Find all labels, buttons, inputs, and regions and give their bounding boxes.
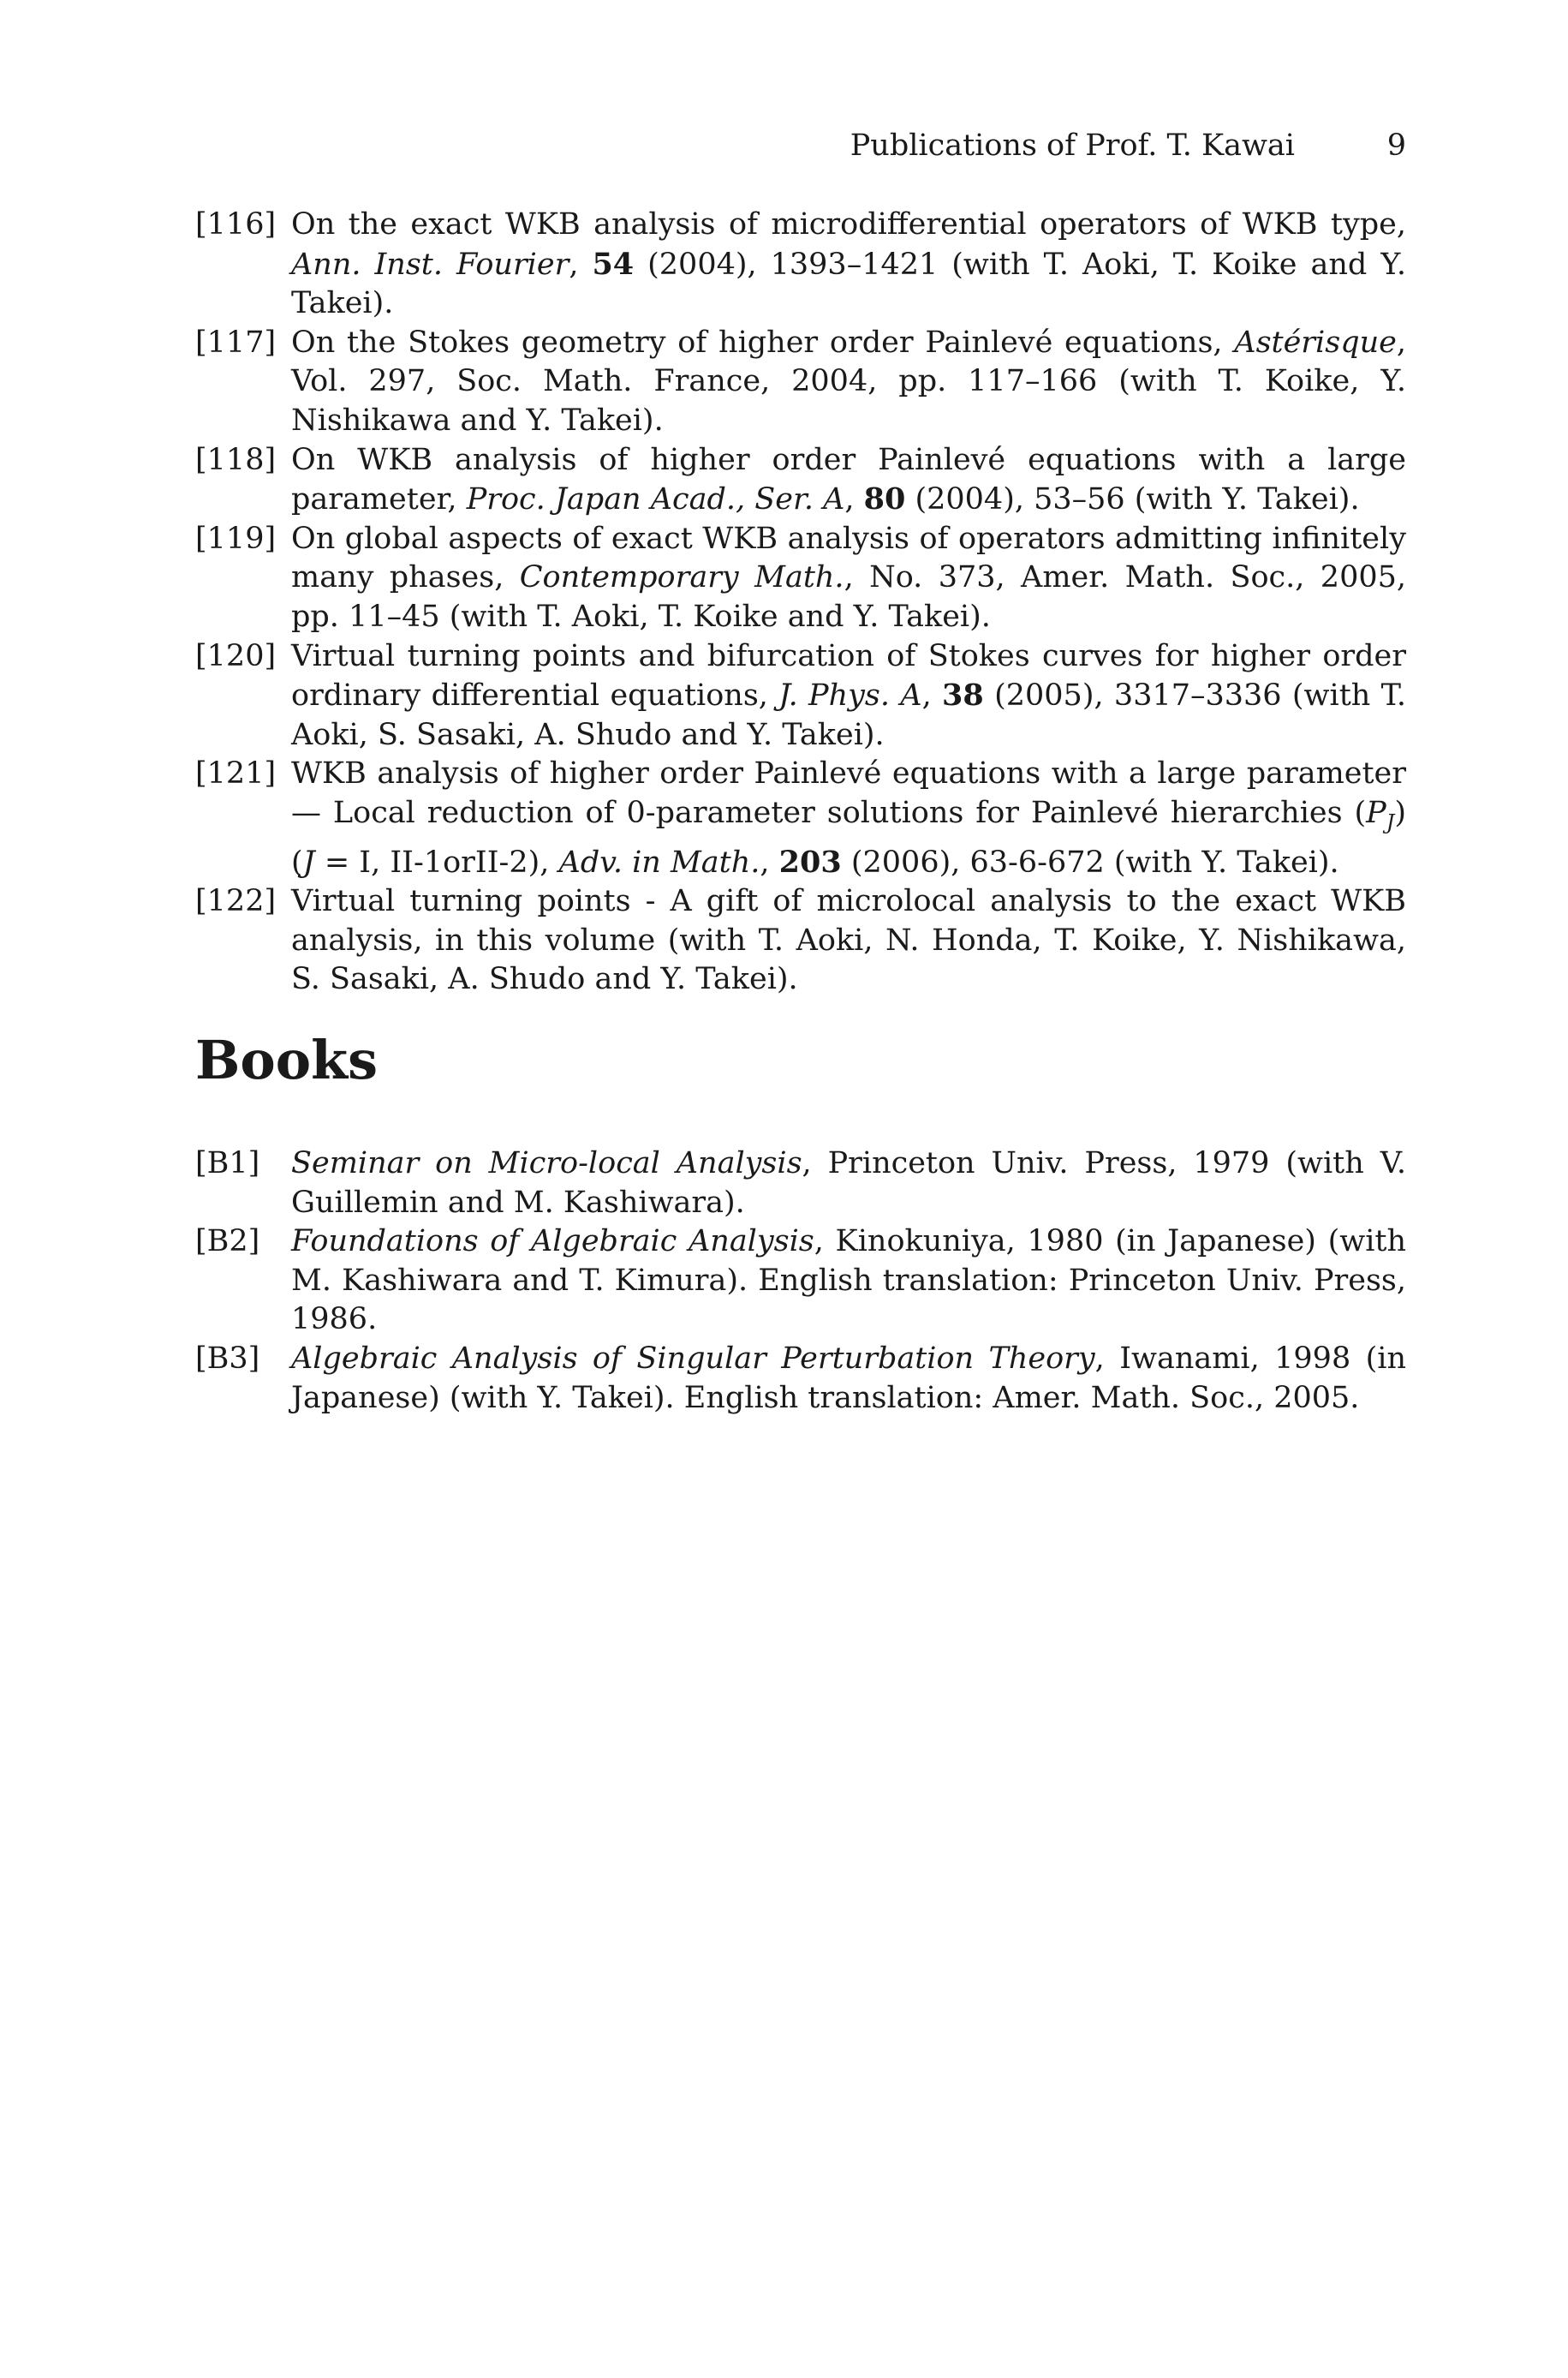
reference-text xyxy=(291,1340,1406,1418)
text-run: Seminar on Micro-local Analysis xyxy=(291,1146,802,1180)
page-number: 9 xyxy=(1386,128,1406,163)
publication-entry xyxy=(195,206,1406,324)
text-run: (2004), 53–56 (with Y. Takei). xyxy=(905,482,1360,517)
publication-entry xyxy=(195,441,1406,520)
text-run: Virtual turning points and bifurcation of Stokes curves for higher order ordinary differential equations, xyxy=(291,638,1406,714)
text-run: , xyxy=(844,482,864,517)
text-run: On the Stokes geometry of higher order Painlevé equations, xyxy=(291,325,1235,360)
reference-number: [120] xyxy=(195,638,277,673)
publication-entry xyxy=(195,882,1406,1000)
text-run: Ann. Inst. Fourier xyxy=(291,247,569,282)
text-run: (2006), 63-6-672 (with Y. Takei). xyxy=(841,845,1339,880)
text-run: , Iwanami, 1998 (in Japanese) (with Y. Takei). English translation: Amer. Math. Soc., 2005. xyxy=(291,1341,1406,1415)
text-run: , Vol. 297, Soc. Math. France, 2004, pp. 117–166 (with T. Koike, Y. Nishikawa and Y. Takei). xyxy=(291,325,1406,438)
text-run: Virtual turning points - A gift of microlocal analysis to the exact WKB analysis, in this volume (with T. Aoki, N. Honda, T. Koike, Y. Nishikawa, S. Sasaki, A. Shudo and Y. Takei). xyxy=(291,884,1406,997)
reference-text xyxy=(291,441,1406,520)
reference-number: [117] xyxy=(195,325,277,360)
text-run: , No. 373, Amer. Math. Soc., 2005, pp. 11–45 (with T. Aoki, T. Koike and Y. Takei). xyxy=(291,560,1406,634)
book-entry xyxy=(195,1222,1406,1340)
reference-text xyxy=(291,520,1406,637)
text-run: Algebraic Analysis of Singular Perturbation Theory xyxy=(291,1341,1095,1376)
publication-entry xyxy=(195,324,1406,441)
text-run: 80 xyxy=(863,481,906,517)
text-run: P xyxy=(1366,795,1386,830)
reference-text xyxy=(291,1222,1406,1340)
text-run: , xyxy=(760,845,779,880)
text-run: , xyxy=(921,678,943,714)
reference-text xyxy=(291,637,1406,756)
text-run: WKB analysis of higher order Painlevé equations with a large parameter — Local reduction of 0-parameter solutions for Painlevé hierarchies ( xyxy=(291,756,1406,830)
text-run: 38 xyxy=(942,678,984,714)
header-title: Publications of Prof. T. Kawai xyxy=(850,128,1295,163)
reference-number: [B3] xyxy=(195,1341,260,1376)
books-heading: Books xyxy=(195,1029,378,1091)
text-run: (2004), 1393–1421 (with T. Aoki, T. Koike and Y. Takei). xyxy=(291,247,1406,321)
text-run: On WKB analysis of higher order Painlevé equations with a large parameter, xyxy=(291,442,1406,517)
text-run: , xyxy=(569,247,593,282)
reference-number: [116] xyxy=(195,207,277,242)
reference-number: [118] xyxy=(195,442,277,477)
text-run: On the exact WKB analysis of microdifferential operators of WKB type, xyxy=(291,207,1406,242)
text-run: Adv. in Math. xyxy=(558,845,760,880)
running-header xyxy=(195,128,1406,170)
text-run: , Princeton Univ. Press, 1979 (with V. Guillemin and M. Kashiwara). xyxy=(291,1146,1406,1220)
reference-text xyxy=(291,1144,1406,1222)
text-run: 203 xyxy=(778,844,842,880)
text-run: , Kinokuniya, 1980 (in Japanese) (with M. Kashiwara and T. Kimura). English translation: Princeton Univ. Press, 1986. xyxy=(291,1224,1407,1337)
text-run: ) ( xyxy=(291,795,1406,880)
reference-text xyxy=(291,882,1406,1000)
reference-text xyxy=(291,324,1406,441)
reference-number: [B1] xyxy=(195,1146,260,1180)
text-run: J xyxy=(1386,810,1395,834)
text-run: (2005), 3317–3336 (with T. Aoki, S. Sasaki, A. Shudo and Y. Takei). xyxy=(291,678,1406,752)
reference-number: [B2] xyxy=(195,1224,260,1259)
publication-list xyxy=(195,206,1406,1000)
text-run: 54 xyxy=(592,246,635,282)
book-entry xyxy=(195,1340,1406,1418)
text-run: Proc. Japan Acad., Ser. A xyxy=(466,482,845,517)
text-run: Astérisque xyxy=(1234,325,1397,360)
reference-number: [121] xyxy=(195,756,277,792)
reference-number: [122] xyxy=(195,884,277,919)
reference-number: [119] xyxy=(195,521,277,556)
text-run: Foundations of Algebraic Analysis xyxy=(291,1224,814,1259)
reference-text xyxy=(291,755,1406,882)
text-run: = I, II-1orII-2), xyxy=(314,845,559,880)
text-run: Contemporary Math. xyxy=(519,560,844,595)
book-list xyxy=(195,1144,1406,1418)
publication-entry xyxy=(195,637,1406,756)
publication-entry xyxy=(195,755,1406,882)
reference-text xyxy=(291,206,1406,324)
text-run: J. Phys. A xyxy=(778,678,922,714)
publication-entry xyxy=(195,520,1406,637)
text-run: J xyxy=(302,845,315,880)
text-run: On global aspects of exact WKB analysis of operators admitting infinitely many phases, xyxy=(291,521,1406,595)
book-entry xyxy=(195,1144,1406,1222)
